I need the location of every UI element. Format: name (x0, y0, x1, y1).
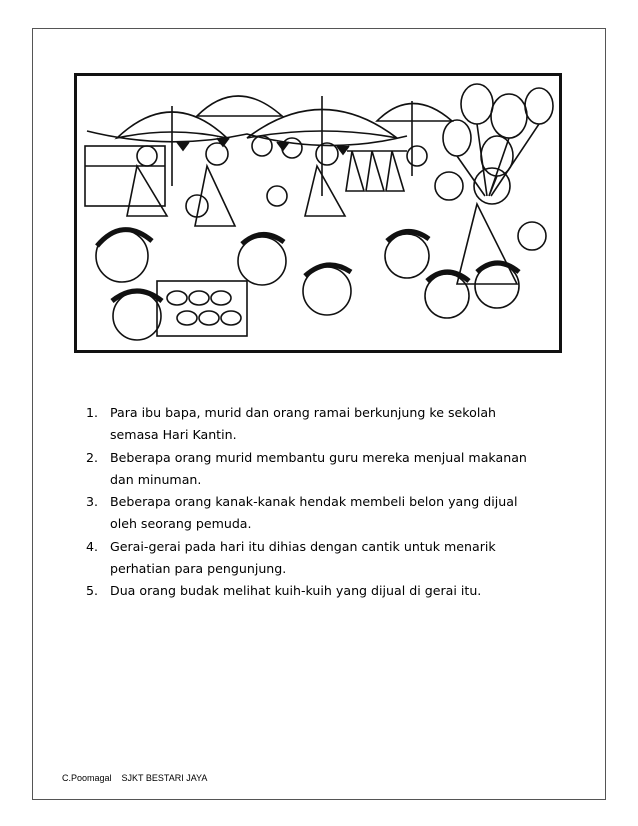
umbrella-right (377, 104, 452, 122)
sentence-line: Para ibu bapa, murid dan orang ramai berkunjung ke sekolah (110, 405, 497, 420)
sentence-line: Dua orang budak melihat kuih-kuih yang dijual di gerai itu. (110, 583, 482, 599)
sentence-line: semasa Hari Kantin. (110, 427, 237, 443)
sentence-number: 4. (86, 538, 99, 554)
sentence-line: oleh seorang pemuda. (110, 516, 252, 532)
sentence-line: Beberapa orang kanak-kanak hendak membeli belon yang dijual (110, 494, 518, 510)
balloon (461, 84, 493, 124)
sentence-number: 5. (86, 583, 99, 599)
child-head (425, 274, 469, 318)
canteen-day-illustration (74, 73, 562, 353)
sentence-line: dan minuman. (110, 471, 202, 487)
person-head (518, 222, 546, 250)
sentence-number: 3. (86, 494, 99, 510)
sentence-line: Gerai-gerai pada hari itu dihias dengan cantik untuk menarik (110, 538, 496, 554)
sentence-1 (86, 402, 556, 447)
umbrella-center-left (197, 96, 282, 116)
person-head (206, 143, 228, 165)
sentence-line: Beberapa orang murid membantu guru mereka menjual makanan (110, 449, 527, 465)
footer-author: C.Poomagal (62, 773, 112, 783)
person-head (407, 146, 427, 166)
footer-school: SJKT BESTARI JAYA (121, 773, 208, 783)
clothes-rack (346, 151, 404, 191)
person-head (252, 136, 272, 156)
sentence-number: 1. (86, 405, 99, 420)
person-head (435, 172, 463, 200)
sentence-2 (86, 447, 556, 492)
balloon (491, 94, 527, 138)
person-head (137, 146, 157, 166)
person-head (267, 186, 287, 206)
illustration-drawing (77, 76, 559, 350)
balloon (525, 88, 553, 124)
kuih-tray (157, 281, 247, 336)
sentence-number: 2. (86, 449, 99, 465)
sentence-5 (86, 580, 556, 602)
sentence-4 (86, 536, 556, 581)
sentence-3 (86, 491, 556, 536)
page-footer (62, 773, 207, 783)
child-head (385, 234, 429, 278)
balloon (443, 120, 471, 156)
sentence-line: perhatian para pengunjung. (110, 561, 287, 577)
sentence-list (86, 402, 556, 603)
child-head (113, 292, 161, 340)
drinks-stall (85, 146, 165, 206)
